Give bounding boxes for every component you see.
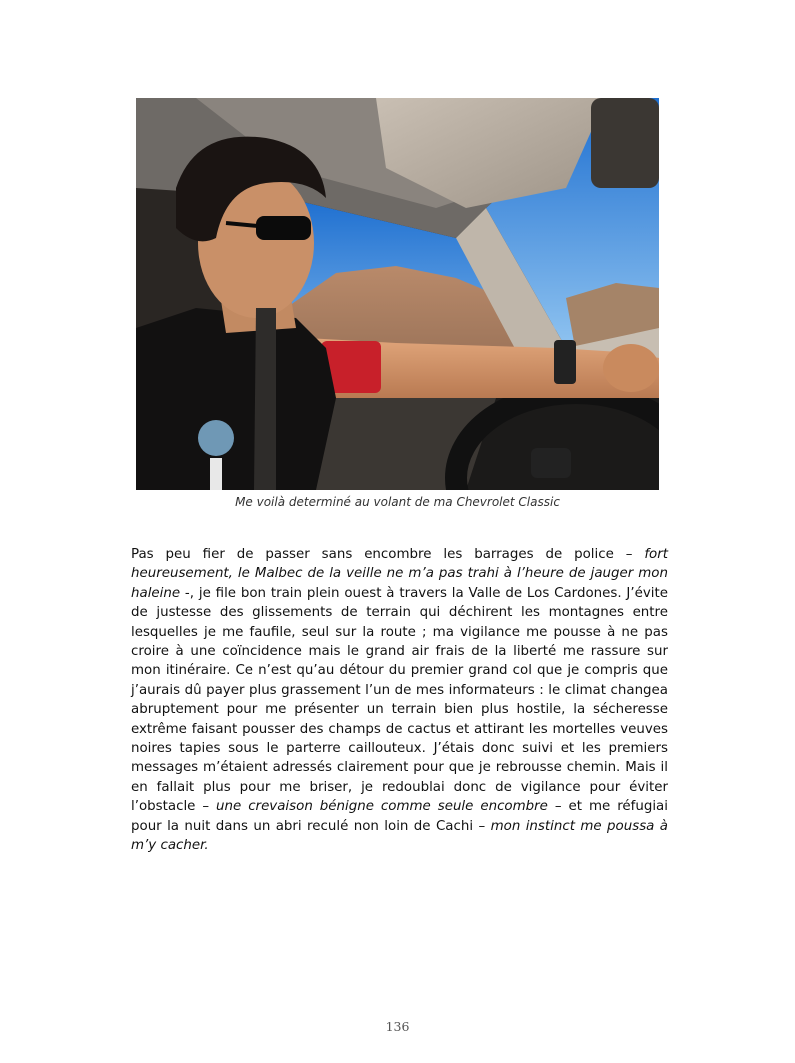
driver-photo (136, 98, 659, 490)
italic-segment: fort heureusement, le Malbec de la veille ne m’a pas trahi à l’heure de jauger mon haleine (131, 547, 668, 601)
italic-segment: mon instinct me poussa à m’y cacher. (131, 818, 668, 854)
italic-segment: une crevaison bénigne comme seule encombre (216, 799, 548, 815)
text-segment: Pas peu fier de passer sans encombre les barrages de police – (131, 547, 645, 562)
body-paragraph (131, 545, 668, 856)
photo-caption: Me voilà determiné au volant de ma Chevrolet Classic (235, 495, 560, 509)
text-segment: – et me réfugiai pour la nuit dans un abri reculé non loin de Cachi – (131, 799, 668, 834)
text-segment: -, je file bon train plein ouest à travers la Valle de Los Cardones. J’évite de justesse des glissements de terrain qui déchirent les montagnes entre lesquelles je me faufile, seul sur la route ; ma vigilance me pousse à ne pas croire à une coïncidence mais le grand air frais de la liberté me rassure sur mon itinéraire. Ce n’est qu’au détour du premier grand col que je compris que j’aurais dû payer plus grassement l’un de mes informateurs : le climat changea abruptement pour me présenter un terrain bien plus hostile, la sécheresse extrême faisant pousser des champs de cactus et attirant les mortelles veuves noires tapies sous le parterre caillouteux. J’étais donc suivi et les premiers messages m’étaient adressés clairement pour que je rebrousse chemin. Mais il en fallait plus pour me briser, je redoublai donc de vigilance pour éviter l’obstacle – (131, 585, 668, 815)
page-number: 136 (385, 1019, 410, 1034)
